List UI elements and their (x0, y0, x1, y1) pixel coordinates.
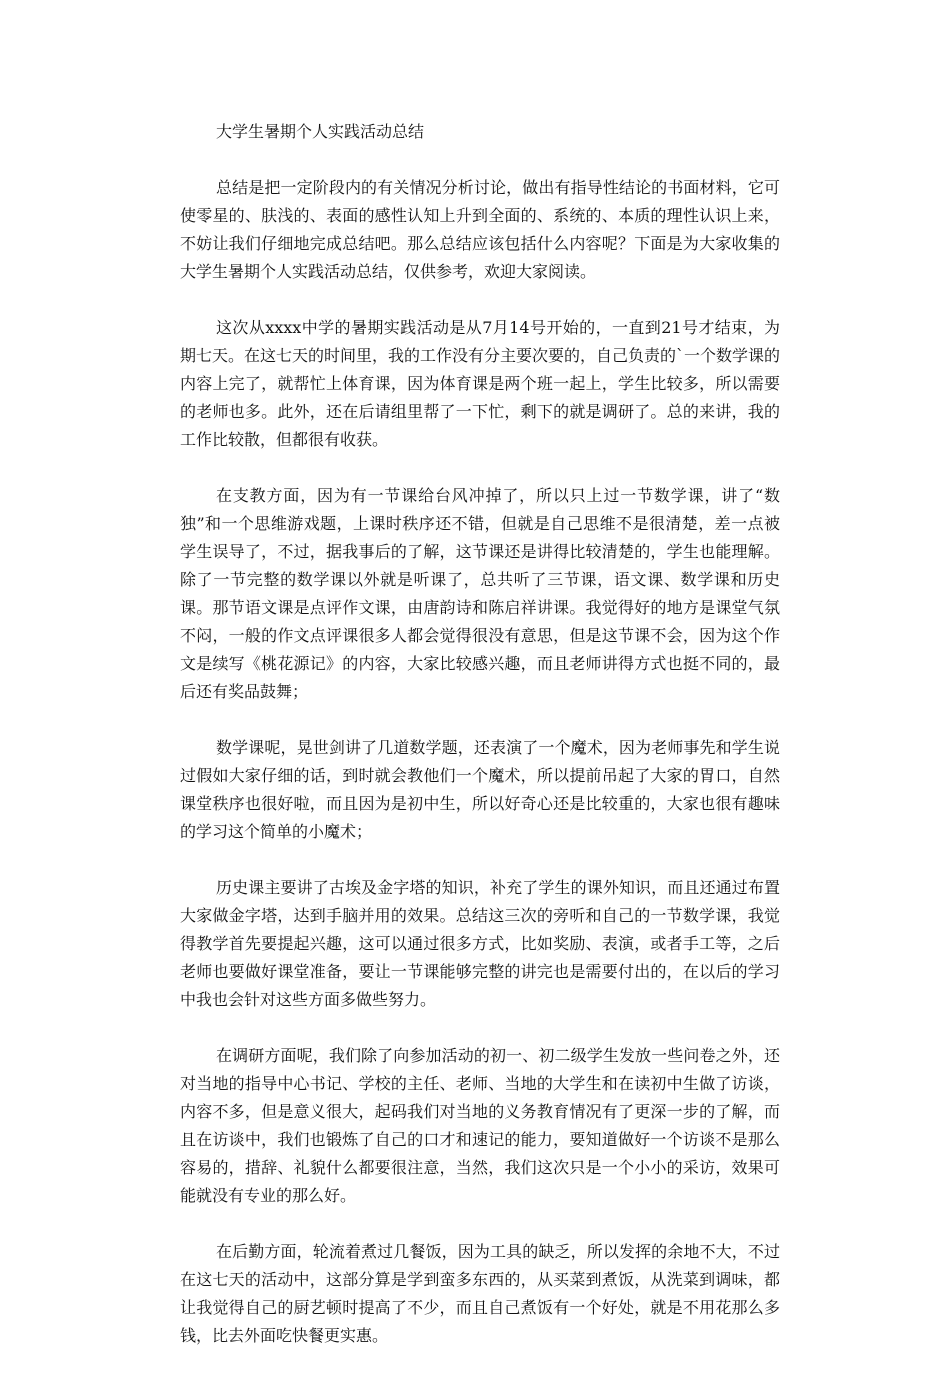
paragraph-history-class: 历史课主要讲了古埃及金字塔的知识，补充了学生的课外知识，而且还通过布置大家做金字塔，达到手脑并用的效果。总结这三次的旁听和自己的一节数学课，我觉得教学首先要提起兴趣，这可以通过很多方式，比如奖励、表演，或者手工等，之后老师也要做好课堂准备，要让一节课能够完整的讲完也是需要付出的，在以后的学习中我也会针对这些方面多做些努力。 (180, 878, 780, 1009)
document-title: 大学生暑期个人实践活动总结 (216, 122, 425, 141)
paragraph-research: 在调研方面呢，我们除了向参加活动的初一、初二级学生发放一些问卷之外，还对当地的指导中心书记、学校的主任、老师、当地的大学生和在读初中生做了访谈，内容不多，但是意义很大，起码我们对当地的义务教育情况有了更深一步的了解，而且在访谈中，我们也锻炼了自己的口才和速记的能力，要知道做好一个访谈不是那么容易的，措辞、礼貌什么都要很注意，当然，我们这次只是一个小小的采访，效果可能就没有专业的那么好。 (180, 1046, 780, 1205)
document-body (180, 118, 780, 1378)
paragraph-activity-overview: 这次从xxxx中学的暑期实践活动是从7月14号开始的，一直到21号才结束，为期七天。在这七天的时间里，我的工作没有分主要次要的，自己负责的`一个数学课的内容上完了，就帮忙上体育课，因为体育课是两个班一起上，学生比较多，所以需要的老师也多。此外，还在后请组里帮了一下忙，剩下的就是调研了。总的来讲，我的工作比较散，但都很有收获。 (180, 318, 781, 449)
paragraph-logistics: 在后勤方面，轮流着煮过几餐饭，因为工具的缺乏，所以发挥的余地不大，不过在这七天的活动中，这部分算是学到蛮多东西的，从买菜到煮饭，从洗菜到调味，都让我觉得自己的厨艺顿时提高了不少，而且自己煮饭有一个好处，就是不用花那么多钱，比去外面吃快餐更实惠。 (180, 1242, 780, 1345)
paragraph-intro: 总结是把一定阶段内的有关情况分析讨论，做出有指导性结论的书面材料，它可使零星的、肤浅的、表面的感性认知上升到全面的、系统的、本质的理性认识上来，不妨让我们仔细地完成总结吧。那么总结应该包括什么内容呢？下面是为大家收集的大学生暑期个人实践活动总结，仅供参考，欢迎大家阅读。 (180, 178, 780, 281)
paragraph-teaching: 在支教方面，因为有一节课给台风冲掉了，所以只上过一节数学课，讲了“数独”和一个思维游戏题，上课时秩序还不错，但就是自己思维不是很清楚，差一点被学生误导了，不过，据我事后的了解，这节课还是讲得比较清楚的，学生也能理解。除了一节完整的数学课以外就是听课了，总共听了三节课，语文课、数学课和历史课。那节语文课是点评作文课，由唐韵诗和陈启祥讲课。我觉得好的地方是课堂气氛不闷，一般的作文点评课很多人都会觉得很没有意思，但是这节课不会，因为这个作文是续写《桃花源记》的内容，大家比较感兴趣，而且老师讲得方式也挺不同的，最后还有奖品鼓舞； (180, 486, 780, 701)
paragraph-math-class: 数学课呢，晃世剑讲了几道数学题，还表演了一个魔术，因为老师事先和学生说过假如大家仔细的话，到时就会教他们一个魔术，所以提前吊起了大家的胃口，自然课堂秩序也很好啦，而且因为是初中生，所以好奇心还是比较重的，大家也很有趣味的学习这个简单的小魔术； (180, 738, 780, 841)
